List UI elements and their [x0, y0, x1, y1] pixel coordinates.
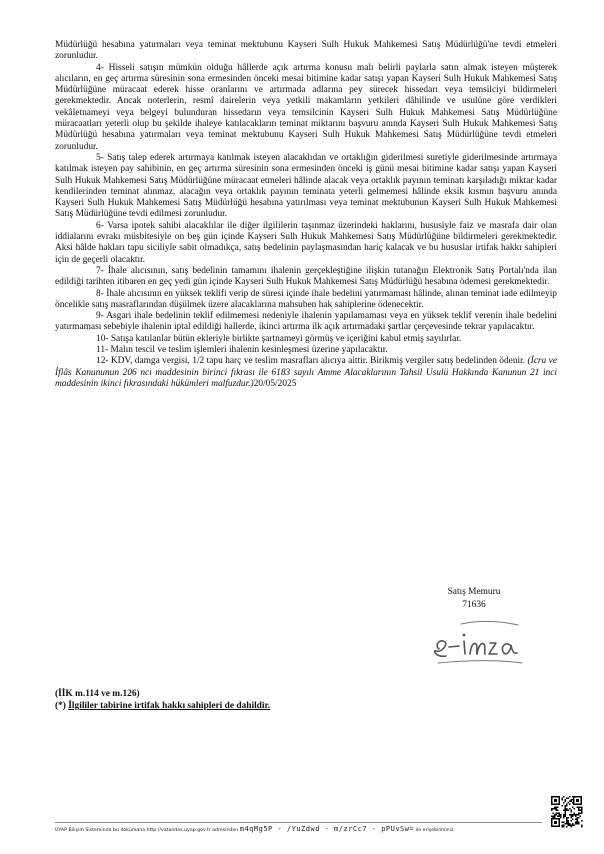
verification-code: m4qMg5P - /YuZdwd - m/zrCc7 - pPUvSw=	[239, 825, 415, 833]
paragraph-10: 10- Satışa katılanlar bütün ekleriyle birlikte şartnameyi görmüş ve içeriğini kabul etmiş sayılırlar.	[96, 333, 462, 344]
e-imza-signature-stamp	[430, 616, 530, 668]
document-date: 20/05/2025	[253, 378, 297, 389]
footer-text: UYAP Bilişim Sisteminde bu dokümana http://vatandas.uyap.gov.tr adresinden	[55, 828, 239, 833]
paragraph-12-text: 12- KDV, damga vergisi, 1/2 tapu harç ve teslim masrafları alıcıya aittir. Birikmiş vergiler satış bedelinden ödenir.	[96, 356, 528, 367]
note-marker: (*)	[55, 701, 69, 711]
paragraph-8: 8- İhale alıcısının en yüksek teklifi verip de süresi içinde ihale bedelini yatırmaması hâlinde, alınan teminat iade edilmeyip öncelikle satış masraflarından düşülmek üzere alacaklarına mahsuben hak sahiplerine ödenecektir.	[55, 288, 557, 310]
paragraph-continuation: Müdürlüğü hesabına yatırmaları veya teminat mektubunu Kayseri Sulh Hukuk Mahkemesi Satış Müdürlüğü'ne tevdi etmeleri zorunludur.	[55, 40, 557, 62]
legal-references	[55, 688, 270, 712]
paragraph-7: 7- İhale alıcısının, satış bedelinin tamamını ihalenin gerçekleştiğine ilişkin tutanağın Elektronik Satış Portalı'nda ilan edildiği tarihten itibaren en geç yedi gün içinde Kayseri Sulh Hukuk Mahkemesi Satış Müdürlüğü hesabına ödemesi gerekmektedir.	[55, 265, 557, 288]
paragraph-5: 5- Satış talep ederek artırmaya katılmak isteyen alacaklıdan ve ortaklığın giderilmesi suretiyle giderilmesinde artırmaya katılmak isteyen pay sahibinin, en geç artırma süresinin sona ermesinden önceki iş günü mesai bitimine kadar satışı yapan Kayseri Sulh Hukuk Mahkemesi Satış Müdürlüğüne müracaat etmeleri hâlinde alacak veya ortaklık payının teminatı karşıladığı miktar kadar kendilerinden teminat alınmaz, alacağın veya ortaklık payının teminata yeterli gelmemesi hâlinde eksik kısmın başvuru anında Kayseri Sulh Hukuk Mahkemesi Satış Müdürlüğü hesabına yatırılması veya teminat mektubunun Kayseri Sulh Hukuk Mahkemesi Satış Müdürlüğüne tevdi edilmesi zorunludur.	[55, 152, 557, 220]
footer-suffix: ile erişebilirsiniz.	[415, 828, 455, 833]
footer-verification	[55, 825, 545, 833]
paragraph-11: 11- Malın tescil ve teslim işlemleri ihalenin kesinleşmesi üzerine yapılacaktır.	[96, 345, 388, 356]
document-body	[55, 40, 557, 390]
signer-title: Satış Memuru	[447, 587, 501, 597]
paragraph-12	[55, 356, 557, 390]
paragraph-6: 6- Varsa ipotek sahibi alacaklılar ile diğer ilgililerin taşınmaz üzerindeki haklarını, hususiyle faiz ve masrafa dair olan iddialarını evrakı müsbitesiyle on beş gün içinde Kayseri Sulh Hukuk Mahkemesi Satış Müdürlüğüne bildirmeleri gerekmektedir. Aksi hâlde hakları tapu siciliyle sabit olmadıkça, satış bedelinin paylaşmasından hariç kalacak ve bu hususlar irtifak hakkı sahipleri için de geçerli olacaktır.	[55, 220, 557, 265]
stakeholders-note	[55, 700, 270, 712]
note-text: İlgililer tabirine irtifak hakkı sahipleri de dahildir.	[68, 701, 271, 711]
paragraph-12-legal-note: (İcra ve İflâs Kanununun 206 ncı maddesinin birinci fıkrası ile 6183 sayılı Amme Alacaklarının Tahsil Usulü Hakkında Kanunun 21 inci maddesinin ikinci fıkrasındaki hükümleri malfuzdur.)	[55, 356, 557, 389]
legal-articles: (İİK m.114 ve m.126)	[55, 689, 140, 699]
paragraph-4: 4- Hisseli satışın mümkün olduğu hâllerde açık artırma konusu malı belirli paylarla satın almak isteyen müşterek alıcıların, en geç artırma süresinin sona ermesinden önceki mesai bitimine kadar satışı yapan Kayseri Sulh Hukuk Mahkemesi Satış Müdürlüğüne müracaat ederek hisse oranlarını ve artırmada adlarına pey sürecek hissedarı veya temsilciyi bildirmeleri gerekmektedir. Ancak noterlerin, resmî dairelerin veya yetkili makamların yetkileri dâhilinde ve usulüne göre verdikleri vekâletnameyi veya belgeyi bulunduran hissedarın veya temsilcinin Kayseri Sulh Hukuk Mahkemesi Satış Müdürlüğüne müracaatları yeterli olup bu şekilde ihaleye katılacakların teminat miktarını başvuru anında Kayseri Sulh Hukuk Mahkemesi Satış Müdürlüğü hesabına yatırmaları veya teminat mektubunu Kayseri Sulh Hukuk Mahkemesi Satış Müdürlüğüne tevdi etmeleri zorunludur.	[55, 62, 557, 152]
signature-block	[428, 586, 520, 612]
qr-code-icon	[550, 795, 583, 828]
signer-number: 71636	[462, 600, 486, 610]
footer-divider	[55, 822, 542, 823]
paragraph-9: 9- Asgari ihale bedelinin teklif edilmemesi nedeniyle ihalenin yapılamaması veya en yüksek teklif verenin ihale bedelini yatırmaması sebebiyle ihalenin iptal edildiği hallerde, ikinci artırma ilk açık artırmadaki şartlar çerçevesinde tekrar yapılacaktır.	[55, 311, 557, 333]
